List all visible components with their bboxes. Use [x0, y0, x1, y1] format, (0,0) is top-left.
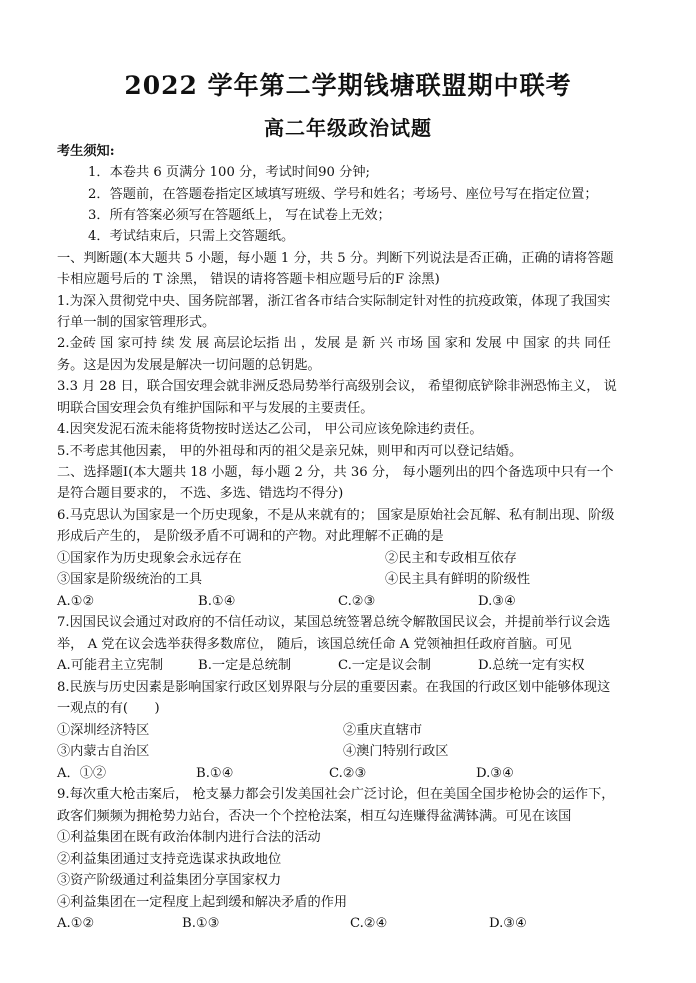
- question-1: 行单一制的国家管理形式。: [57, 315, 216, 330]
- notice-heading: 考生须知:: [57, 144, 115, 159]
- question-8-stem: 一观点的有( ): [57, 701, 160, 716]
- question-9-stem: 政客们频频为拥枪势力站台，否决一个个控枪法案，相互勾连赚得盆满钵满。可见在该国: [57, 809, 572, 824]
- question-8-item: ③内蒙古自治区: [57, 744, 150, 759]
- section1-heading: 一、判断题(本大题共 5 小题，每小题 1 分，共 5 分。判断下列说法是否正确，正确的请将答题: [57, 251, 614, 266]
- question-6-item: ②民主和专政相互依存: [385, 551, 517, 566]
- question-2: 2.金砖 国 家可持 续 发 展 高层论坛指 出 ，发展 是 新 兴 市场 国 家和 发展 中 国家 的共 同任: [57, 336, 611, 351]
- question-6-choice: B.①④: [198, 594, 236, 609]
- notice-item: 3．所有答案必须写在答题纸上， 写在试卷上无效；: [88, 208, 391, 223]
- question-9-item: ③资产阶级通过利益集团分享国家权力: [57, 873, 282, 888]
- question-6-item: ③国家是阶级统治的工具: [57, 572, 203, 587]
- question-6-stem: 形成后产生的， 是阶级矛盾不可调和的产物。对此理解不正确的是: [57, 529, 444, 544]
- question-2: 务。这是因为发展是解决一切问题的总钥匙。: [57, 358, 321, 373]
- question-4: 4.因突发泥石流未能将货物按时送达乙公司， 甲公司应该免除违约责任。: [57, 422, 483, 437]
- question-8-choice: B.①④: [196, 766, 234, 781]
- question-6-stem: 6.马克思认为国家是一个历史现象，不是从来就有的； 国家是原始社会瓦解、私有制出现、阶级: [57, 508, 615, 523]
- section2-heading: 是符合题目要求的， 不选、多选、错选均不得分): [57, 486, 344, 501]
- question-6-choice: C.②③: [338, 594, 376, 609]
- exam-title: 2022 学年第二学期钱塘联盟期中联考: [124, 71, 572, 100]
- section1-heading: 卡相应题号后的 T 涂黑， 错误的请将答题卡相应题号后的F 涂黑): [57, 272, 440, 287]
- question-8-stem: 8.民族与历史因素是影响国家行政区划界限与分层的重要因素。在我国的行政区划中能够体现这: [57, 680, 611, 695]
- question-7-choice: A.可能君主立宪制: [57, 658, 164, 673]
- question-9-item: ②利益集团通过支持竞选谋求执政地位: [57, 852, 282, 867]
- question-3: 明联合国安理会负有维护国际和平与发展的主要责任。: [57, 401, 374, 416]
- question-6-item: ④民主具有鲜明的阶级性: [385, 572, 531, 587]
- question-8-item: ④澳门特别行政区: [343, 744, 449, 759]
- notice-item: 1．本卷共 6 页满分 100 分，考试时间90 分钟;: [88, 165, 370, 180]
- question-9-item: ④利益集团在一定程度上起到缓和解决矛盾的作用: [57, 895, 348, 910]
- question-9-stem: 9.每次重大枪击案后， 枪支暴力都会引发美国社会广泛讨论，但在美国全国步枪协会的运作下，: [57, 787, 615, 802]
- question-8-item: ①深圳经济特区: [57, 723, 150, 738]
- question-7-choice: C.一定是议会制: [338, 658, 431, 673]
- question-7-choice: B.一定是总统制: [198, 658, 292, 673]
- question-8-item: ②重庆直辖市: [343, 723, 423, 738]
- question-8-choice: C.②③: [329, 766, 367, 781]
- question-9-choice: C.②④: [350, 916, 388, 931]
- section2-heading: 二、选择题Ⅰ(本大题共 18 小题，每小题 2 分，共 36 分， 每小题列出的四个备选项中只有一个: [57, 465, 614, 480]
- question-9-choice: A.①②: [57, 916, 95, 931]
- question-3: 3.3 月 28 日，联合国安理会就非洲反恐局势举行高级别会议， 希望彻底铲除非洲恐怖主义， 说: [57, 379, 617, 394]
- question-8-choice: A．①②: [57, 766, 107, 781]
- question-5: 5.不考虑其他因素， 甲的外祖母和丙的祖父是亲兄妹，则甲和丙可以登记结婚。: [57, 444, 523, 459]
- notice-item: 2．答题前，在答题卷指定区域填写班级、学号和姓名；考场号、座位号写在指定位置；: [88, 187, 598, 202]
- question-6-choice: A.①②: [57, 594, 95, 609]
- question-7-stem: 举， A 党在议会选举获得多数席位， 随后，该国总统任命 A 党领袖担任政府首脑。可见: [57, 637, 572, 652]
- exam-subtitle: 高二年级政治试题: [264, 116, 432, 140]
- question-7-choice: D.总统一定有实权: [478, 658, 585, 673]
- question-1: 1.为深入贯彻党中央、国务院部署，浙江省各市结合实际制定针对性的抗疫政策，体现了我国实: [57, 294, 611, 309]
- notice-item: 4．考试结束后，只需上交答题纸。: [88, 229, 295, 244]
- question-9-choice: D.③④: [489, 916, 527, 931]
- question-6-choice: D.③④: [478, 594, 516, 609]
- question-8-choice: D.③④: [476, 766, 514, 781]
- question-6-item: ①国家作为历史现象会永远存在: [57, 551, 242, 566]
- question-7-stem: 7.因国民议会通过对政府的不信任动议，某国总统签署总统令解散国民议会，并提前举行议会选: [57, 615, 611, 630]
- question-9-choice: B.①③: [182, 916, 220, 931]
- question-9-item: ①利益集团在既有政治体制内进行合法的活动: [57, 830, 321, 845]
